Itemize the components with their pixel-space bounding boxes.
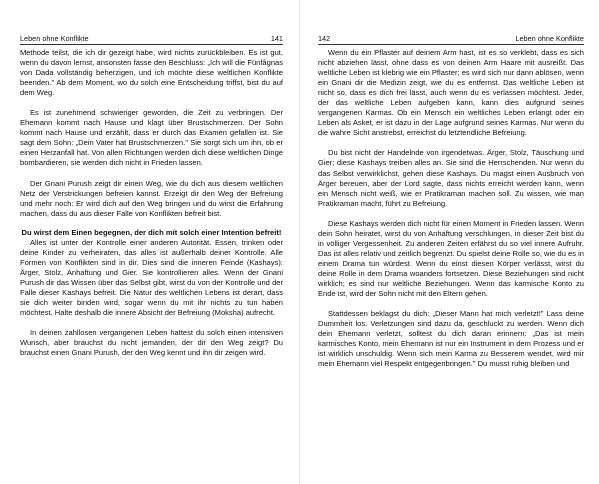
right-page-header: [318, 34, 584, 45]
section-heading: Du wirst dem Einen begegnen, der dich mit solch einer Intention befreit!: [21, 227, 282, 237]
paragraph: Du bist nicht der Handelnde von irgendetwas. Ärger, Stolz, Täuschung und Gier; diese Kashays treiben alles an. Sie sind die Herrschenden. Nur wenn du das Selbst verwirklichst, gehen diese Kashays. Du magst einen Ausbruch von Ärger bereuen, aber der Lord sagte, dass nichts erreicht werden kann, wenn ein Mensch nicht weiß, wie er Pratikraman machen soll. Zu wissen, wie man Pratikraman macht, führt zu Befreiung.: [318, 148, 584, 208]
running-title: Leben ohne Konflikte: [515, 34, 584, 43]
paragraph: Alles ist unter der Kontrolle einer anderen Autorität. Essen, trinken oder deine Kinder zu verheiraten, das alles ist außerhalb deiner Kontrolle. Alle Formen von Konflikten sind in dir. Dies sind die inneren Feinde (Kashays): Ärger, Stolz, Anhaftung und Gier. Sie kontrollieren alles. Wenn der Gnani Purush dir das Wissen über das Selbst gibt, wirst du von der Kontrolle und der Falle dieser Kashays befreit. Die Natur des weltlichen Lebens ist derart, dass sie dich weiter binden wird, sogar wenn du mit ihr nichts zu tun haben möchtest. Halte deshalb die innere Absicht der Befreiung (Moksha) aufrecht.: [20, 237, 283, 318]
page-number: 142: [318, 34, 331, 43]
left-page-header: [20, 34, 283, 45]
running-title: Leben ohne Konflikte: [20, 34, 89, 43]
paragraph: Es ist zunehmend schwieriger geworden, die Zeit zu verbringen. Der Ehemann kommt nach Hause und klagt über Brustschmerzen. Der Sohn kommt nach Hause und erzählt, dass er durch das Examen gefallen ist. Sie sagt dem Sohn: „Dein Vater hat Brustschmerzen." Sie sorgt sich um ihn, ob er einen Herzanfall hat. Von allen Richtungen werden dich diese weltlichen Dinge bombardieren, sie werden dich nicht in Frieden lassen.: [20, 108, 283, 168]
page-number: 141: [270, 34, 283, 43]
paragraph: In deinen zahllosen vergangenen Leben hattest du solch einen intensiven Wunsch, aber brauchst du nicht jemanden, der dir den Weg zeigt? Du brauchst einen Gnani Purush, der den Weg kennt und ihn dir zeigen wird.: [20, 328, 283, 358]
paragraph: Wenn du ein Pflaster auf deinem Arm hast, ist es so verklebt, dass es sich nicht abziehen lässt, ohne dass es von deinen Arm Haare mit ausreißt. Das weltliche Leben ist klebrig wie ein Pflaster; es wird sich nur dann ablösen, wenn ein Gnani dir die Medizin zeigt, wie du es entfernst. Das weltliche Leben ist nicht so, dass es dich frei lässt, auch wenn du es verlassen möchtest. Jeder, der das weltliche Leben aufgeben kann, kann dies aufgrund seines vergangenen Karmas. Ob ein Mensch ein weltliches Leben erlangt oder ein Leben als Asket, er ist dazu in der Lage aufgrund seines Karmas. Nur wenn du die wahre Sicht anstrebst, erreichst du letztendliche Befreiung.: [318, 48, 584, 138]
paragraph: Diese Kashays werden dich nicht für einen Moment in Frieden lassen. Wenn dein Sohn heiratet, wirst du von Anhaftung verschlungen, in dieser Zeit bist du in völliger Vergessenheit. Zu anderen Zeiten erfährst du so viel innere Aufruhr. Das ist alles relativ und zeitlich begrenzt. Du spielst deine Rolle so, wie du es in einem Drama tun würdest. Wenn du einst diesen Körper verlässt, wirst du deine Rolle in dem Drama woanders fortsetzen. Diese Beziehungen sind nicht wirklich; es sind nur weltliche Beziehungen. Wenn das karmische Konto zu Ende ist, wird der Sohn nicht mit den Eltern gehen.: [318, 218, 584, 299]
paragraph: Methode teilst, die ich dir gezeigt habe, wird nichts zurückbleiben. Es ist gut, wenn du davon lernst, ansonsten fasse den Beschluss: „Ich will die Fünfâgnas von Dada vollständig beherzigen, und ich möchte diese weltlichen Konflikte beenden." Ab dem Moment, wo du solch eine Entscheidung triffst, bist du auf dem Weg.: [20, 48, 283, 98]
right-page: [300, 0, 599, 484]
paragraph: Der Gnani Purush zeigt dir einen Weg, wie du dich aus diesem weltlichen Netz der Verstrickungen befreien kannst. Erzeigt dir den Weg der Befreiung und mehr noch: Er wird dich auf den Weg bringen und du wirst die Erfahrung machen, dass du aus dieser Falle von Konflikten befreit bist.: [20, 178, 283, 218]
paragraph: Stattdessen beklagst du dich: „Dieser Mann hat mich verletzt!" Lass deine Dummheit los. Verletzungen sind dazu da, geschluckt zu werden. Wenn dich dein Ehemann verletzt, solltest du dich daran erinnern: „Das ist mein karmisches Konto, mein Ehemann ist nur ein Instrument in dem Prozess und er ist wirklich unschuldig. Wenn sich mein Karma zu Besserem wendet, wird mir mein Ehemann viel Respekt entgegenbringen." Du musst ruhig bleiben und: [318, 309, 584, 369]
left-page: [0, 0, 299, 484]
